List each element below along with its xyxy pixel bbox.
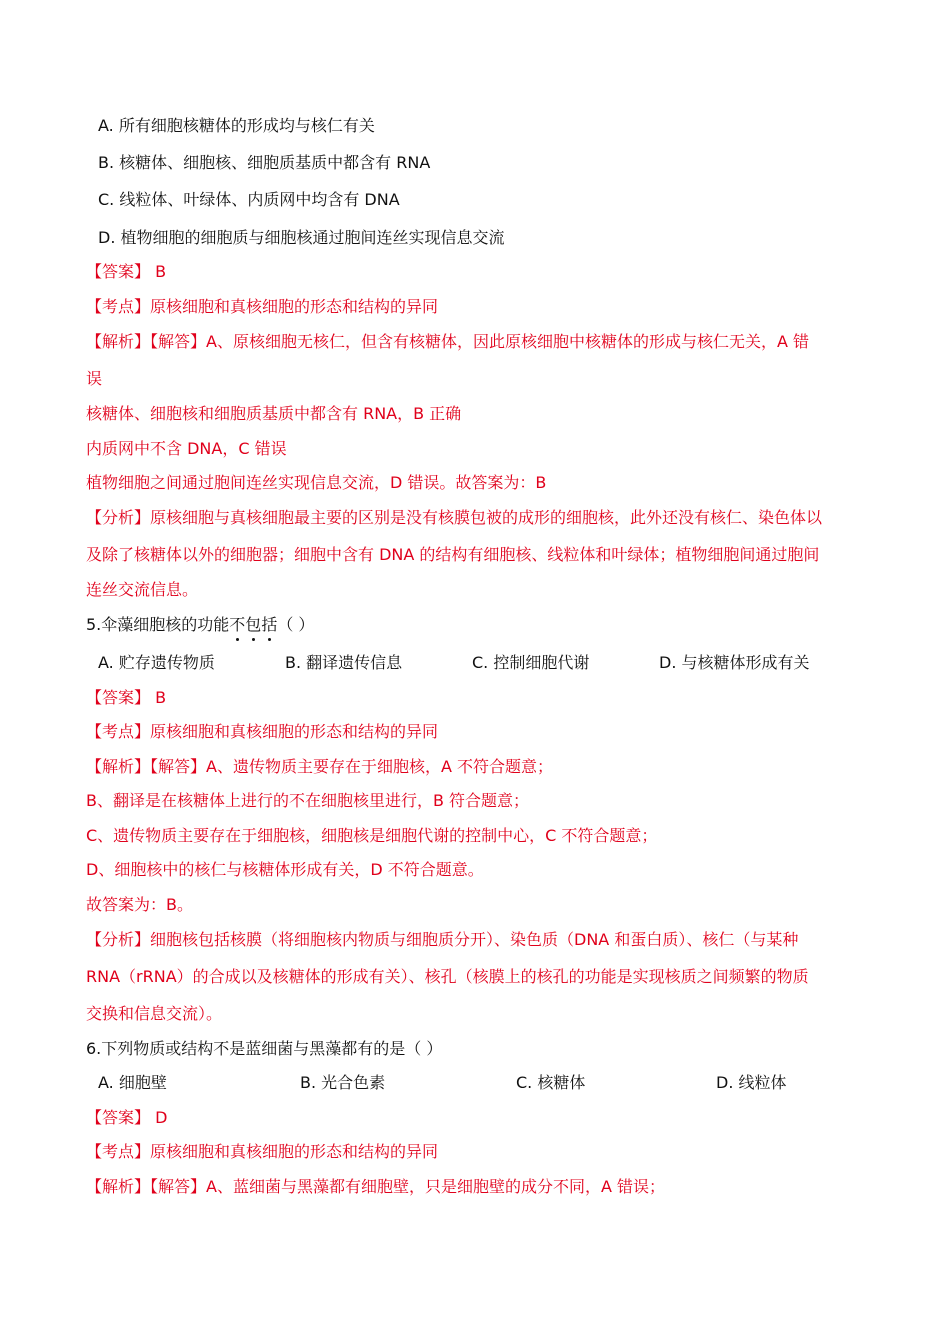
- q4-analysis-line-4: 植物细胞之间通过胞间连丝实现信息交流，D 错误。故答案为：B: [86, 473, 547, 492]
- q5-options: [98, 652, 878, 674]
- q5-stem-emphasis-3: 括: [261, 615, 278, 634]
- q6-analysis-line-1: 【解析】【解答】A、蓝细菌与黑藻都有细胞壁，只是细胞壁的成分不同，A 错误；: [86, 1177, 665, 1196]
- q4-option-d: D. 植物细胞的细胞质与细胞核通过胞间连丝实现信息交流: [98, 228, 505, 247]
- q4-note-line-1: 【分析】原核细胞与真核细胞最主要的区别是没有核膜包被的成形的细胞核，此外还没有核仁、染色体以: [86, 508, 823, 527]
- q5-stem-emphasis-2: 包: [245, 615, 262, 634]
- q5-point: 【考点】原核细胞和真核细胞的形态和结构的异同: [86, 722, 439, 741]
- q4-option-a: A. 所有细胞核糖体的形成均与核仁有关: [98, 116, 375, 135]
- q5-option-a: A. 贮存遗传物质: [98, 653, 215, 672]
- q4-answer: 【答案】 B: [86, 262, 167, 281]
- q6-answer: 【答案】 D: [86, 1108, 168, 1127]
- q6-option-a: A. 细胞壁: [98, 1073, 167, 1092]
- q5-analysis-line-1: 【解析】【解答】A、遗传物质主要存在于细胞核，A 不符合题意；: [86, 757, 553, 776]
- q5-stem-suffix: （ ）: [277, 615, 315, 634]
- q6-options: [98, 1072, 878, 1094]
- q4-option-b: B. 核糖体、细胞核、细胞质基质中都含有 RNA: [98, 153, 431, 172]
- q4-analysis-line-1: 【解析】【解答】A、原核细胞无核仁，但含有核糖体，因此原核细胞中核糖体的形成与核仁无关，A 错: [86, 332, 809, 351]
- q6-option-d: D. 线粒体: [716, 1073, 787, 1092]
- q6-option-b: B. 光合色素: [300, 1073, 386, 1092]
- q6-stem: 6.下列物质或结构不是蓝细菌与黑藻都有的是（ ）: [86, 1039, 443, 1058]
- q5-stem-emphasis-1: 不: [229, 615, 246, 634]
- q5-note-line-3: 交换和信息交流）。: [86, 1004, 223, 1023]
- q5-analysis-line-5: 故答案为：B。: [86, 895, 193, 914]
- q4-note-line-2: 及除了核糖体以外的细胞器；细胞中含有 DNA 的结构有细胞核、线粒体和叶绿体；植物细胞间通过胞间: [86, 545, 820, 564]
- q5-option-c: C. 控制细胞代谢: [472, 653, 590, 672]
- q4-analysis-line-3: 内质网中不含 DNA，C 错误: [86, 439, 287, 458]
- q5-option-b: B. 翻译遗传信息: [285, 653, 403, 672]
- q4-analysis-line-2: 核糖体、细胞核和细胞质基质中都含有 RNA，B 正确: [86, 404, 462, 423]
- q5-analysis-line-3: C、遗传物质主要存在于细胞核，细胞核是细胞代谢的控制中心，C 不符合题意；: [86, 826, 658, 845]
- q6-point: 【考点】原核细胞和真核细胞的形态和结构的异同: [86, 1142, 439, 1161]
- q5-analysis-line-2: B、翻译是在核糖体上进行的不在细胞核里进行，B 符合题意；: [86, 791, 530, 810]
- q4-point: 【考点】原核细胞和真核细胞的形态和结构的异同: [86, 297, 439, 316]
- q5-analysis-line-4: D、细胞核中的核仁与核糖体形成有关，D 不符合题意。: [86, 860, 484, 879]
- q5-option-d: D. 与核糖体形成有关: [659, 653, 810, 672]
- q4-note-line-3: 连丝交流信息。: [86, 580, 199, 599]
- q4-option-c: C. 线粒体、叶绿体、内质网中均含有 DNA: [98, 190, 400, 209]
- q5-stem: [86, 614, 876, 636]
- q5-note-line-1: 【分析】细胞核包括核膜（将细胞核内物质与细胞质分开）、染色质（DNA 和蛋白质）、核仁（与某种: [86, 930, 799, 949]
- q5-stem-prefix: 5.伞藻细胞核的功能: [86, 615, 230, 634]
- q5-answer: 【答案】 B: [86, 688, 167, 707]
- q4-analysis-line-1b: 误: [86, 369, 103, 388]
- q5-note-line-2: RNA（rRNA）的合成以及核糖体的形成有关）、核孔（核膜上的核孔的功能是实现核质之间频繁的物质: [86, 967, 809, 986]
- q6-option-c: C. 核糖体: [516, 1073, 586, 1092]
